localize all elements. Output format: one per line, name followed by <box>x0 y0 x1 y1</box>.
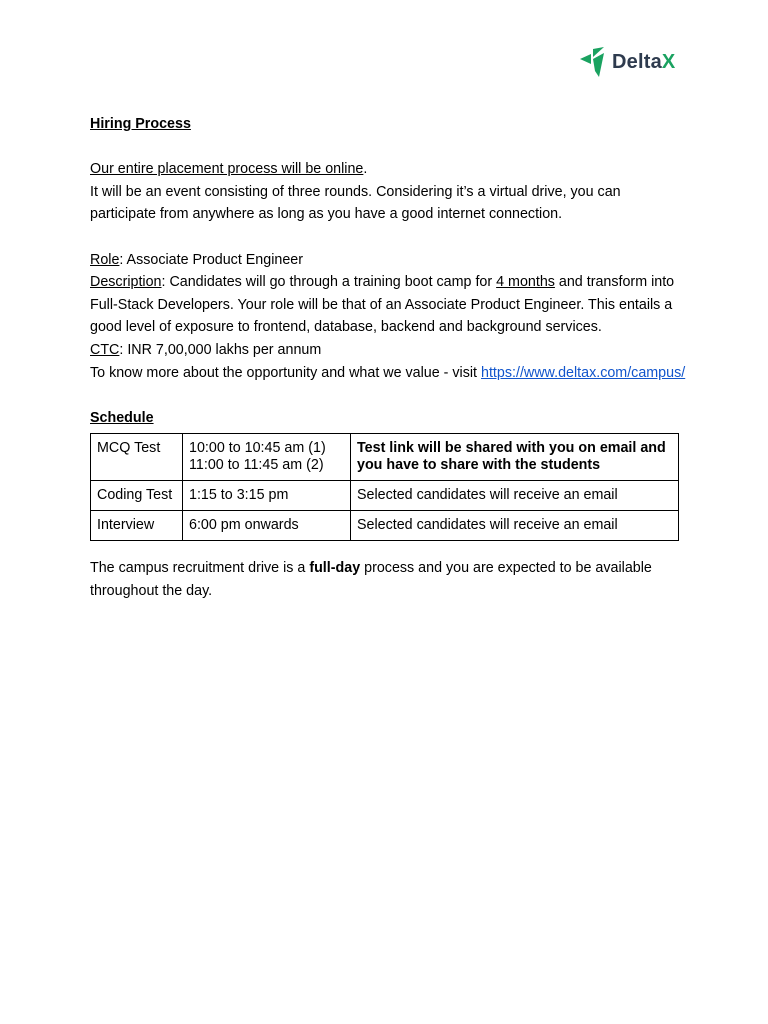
logo-text-main: Delta <box>612 50 662 73</box>
document-body <box>90 113 690 603</box>
time-line: 1:15 to 3:15 pm <box>189 487 289 504</box>
table-cell-round: Coding Test <box>91 481 183 511</box>
intro-description: It will be an event consisting of three rounds. Considering it’s a virtual drive, you can participate from anywhere as long as you have a good internet connection. <box>90 183 621 223</box>
role-label: Role <box>90 251 120 268</box>
table-row <box>91 434 679 481</box>
table-row <box>91 511 679 541</box>
description-after: and transform into Full-Stack Developers. Your role will be that of an Associate Product Engineer. This entails a good level of exposure to frontend, database, backend and background services. <box>90 274 675 336</box>
know-more-line <box>90 362 690 385</box>
table-cell-round: MCQ Test <box>91 434 183 481</box>
campus-link[interactable]: https://www.deltax.com/campus/ <box>481 364 686 381</box>
table-cell-time <box>183 481 351 511</box>
role-line <box>90 249 690 272</box>
logo-text-accent: X <box>661 50 676 73</box>
online-suffix: . <box>363 161 368 178</box>
ctc-line <box>90 339 690 362</box>
time-line: 6:00 pm onwards <box>189 517 299 534</box>
time-line: 10:00 to 10:45 am (1) <box>189 440 326 457</box>
deltax-logo <box>580 46 675 78</box>
intro-online <box>90 158 690 181</box>
table-cell-note: Test link will be shared with you on email and you have to share with the students <box>351 434 679 481</box>
time-line: 11:00 to 11:45 am (2) <box>189 457 324 474</box>
table-cell-round: Interview <box>91 511 183 541</box>
footer-after: process and you are expected to be available throughout the day. <box>90 560 652 599</box>
table-cell-time <box>183 511 351 541</box>
ctc-value: : INR 7,00,000 lakhs per annum <box>119 341 322 358</box>
description-before: : Candidates will go through a training boot camp for <box>161 274 497 291</box>
description-duration: 4 months <box>496 274 555 291</box>
table-cell-time <box>183 434 351 481</box>
footer-before: The campus recruitment drive is a <box>90 560 310 577</box>
page-title: Hiring Process <box>90 116 191 132</box>
footer-paragraph <box>90 557 690 602</box>
description-label: Description <box>90 274 162 291</box>
description-paragraph <box>90 271 690 339</box>
footer-bold: full-day <box>309 560 361 577</box>
logo-wordmark <box>612 51 675 74</box>
online-text: Our entire placement process will be online <box>90 161 364 178</box>
know-more-text: To know more about the opportunity and what we value - visit <box>90 364 481 381</box>
table-cell-note: Selected candidates will receive an email <box>351 481 679 511</box>
table-cell-note: Selected candidates will receive an email <box>351 511 679 541</box>
schedule-table <box>90 433 679 541</box>
deltax-logo-icon <box>580 47 606 77</box>
ctc-label: CTC <box>90 341 120 358</box>
schedule-heading: Schedule <box>90 409 154 426</box>
role-value: : Associate Product Engineer <box>119 251 303 268</box>
table-row <box>91 481 679 511</box>
